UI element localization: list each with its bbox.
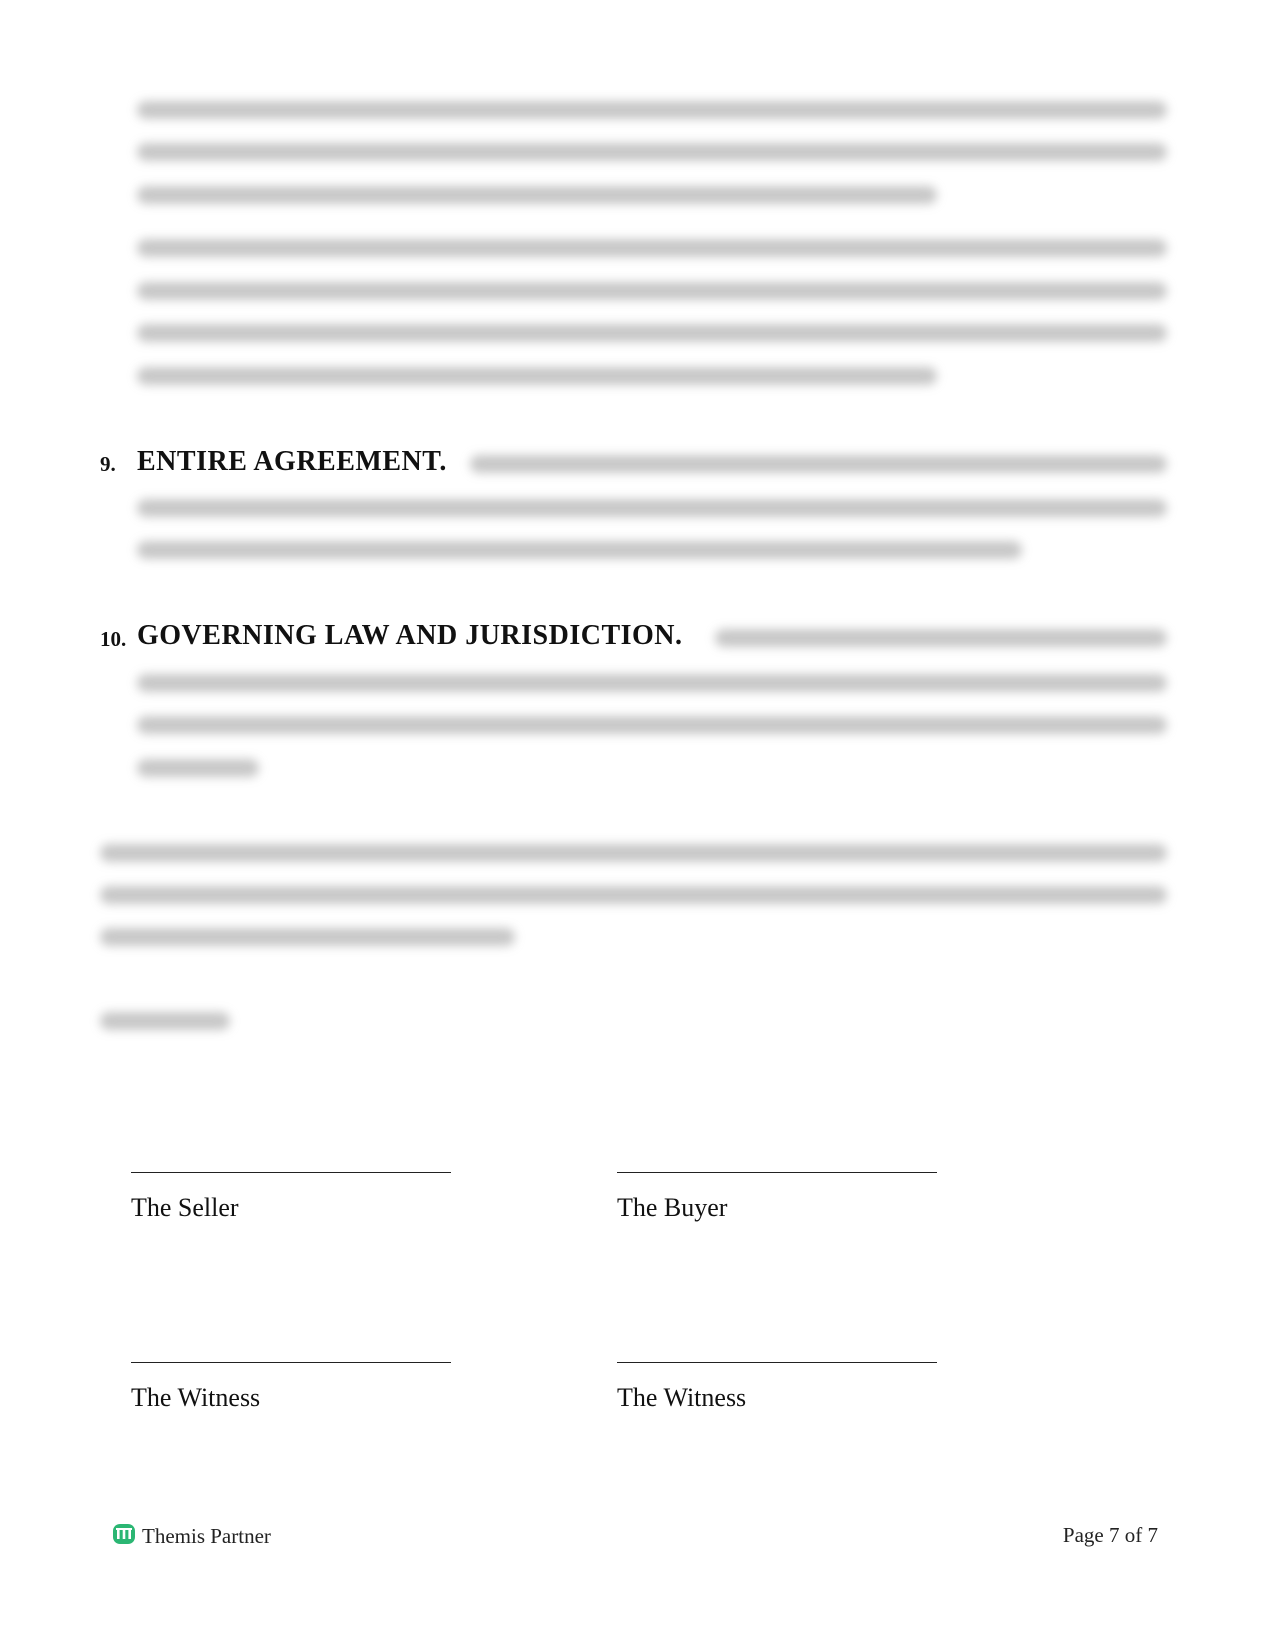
signature-line [617,1172,937,1173]
signature-label: The Witness [131,1383,261,1412]
footer-brand [112,1522,271,1550]
signature-line [131,1362,451,1363]
signature-line [617,1362,937,1363]
signature-label: The Buyer [617,1193,728,1222]
brand-name: Themis Partner [142,1523,271,1548]
section-number: 10. [100,627,127,651]
section-heading: ENTIRE AGREEMENT. [137,446,447,477]
signature-line [131,1172,451,1173]
section-number: 9. [100,452,116,476]
signature-label: The Witness [617,1383,747,1412]
page-number: Page 7 of 7 [1062,1523,1158,1547]
signature-label: The Seller [131,1193,239,1222]
themis-logo-icon [112,1522,136,1550]
section-heading: GOVERNING LAW AND JURISDICTION. [137,620,683,651]
